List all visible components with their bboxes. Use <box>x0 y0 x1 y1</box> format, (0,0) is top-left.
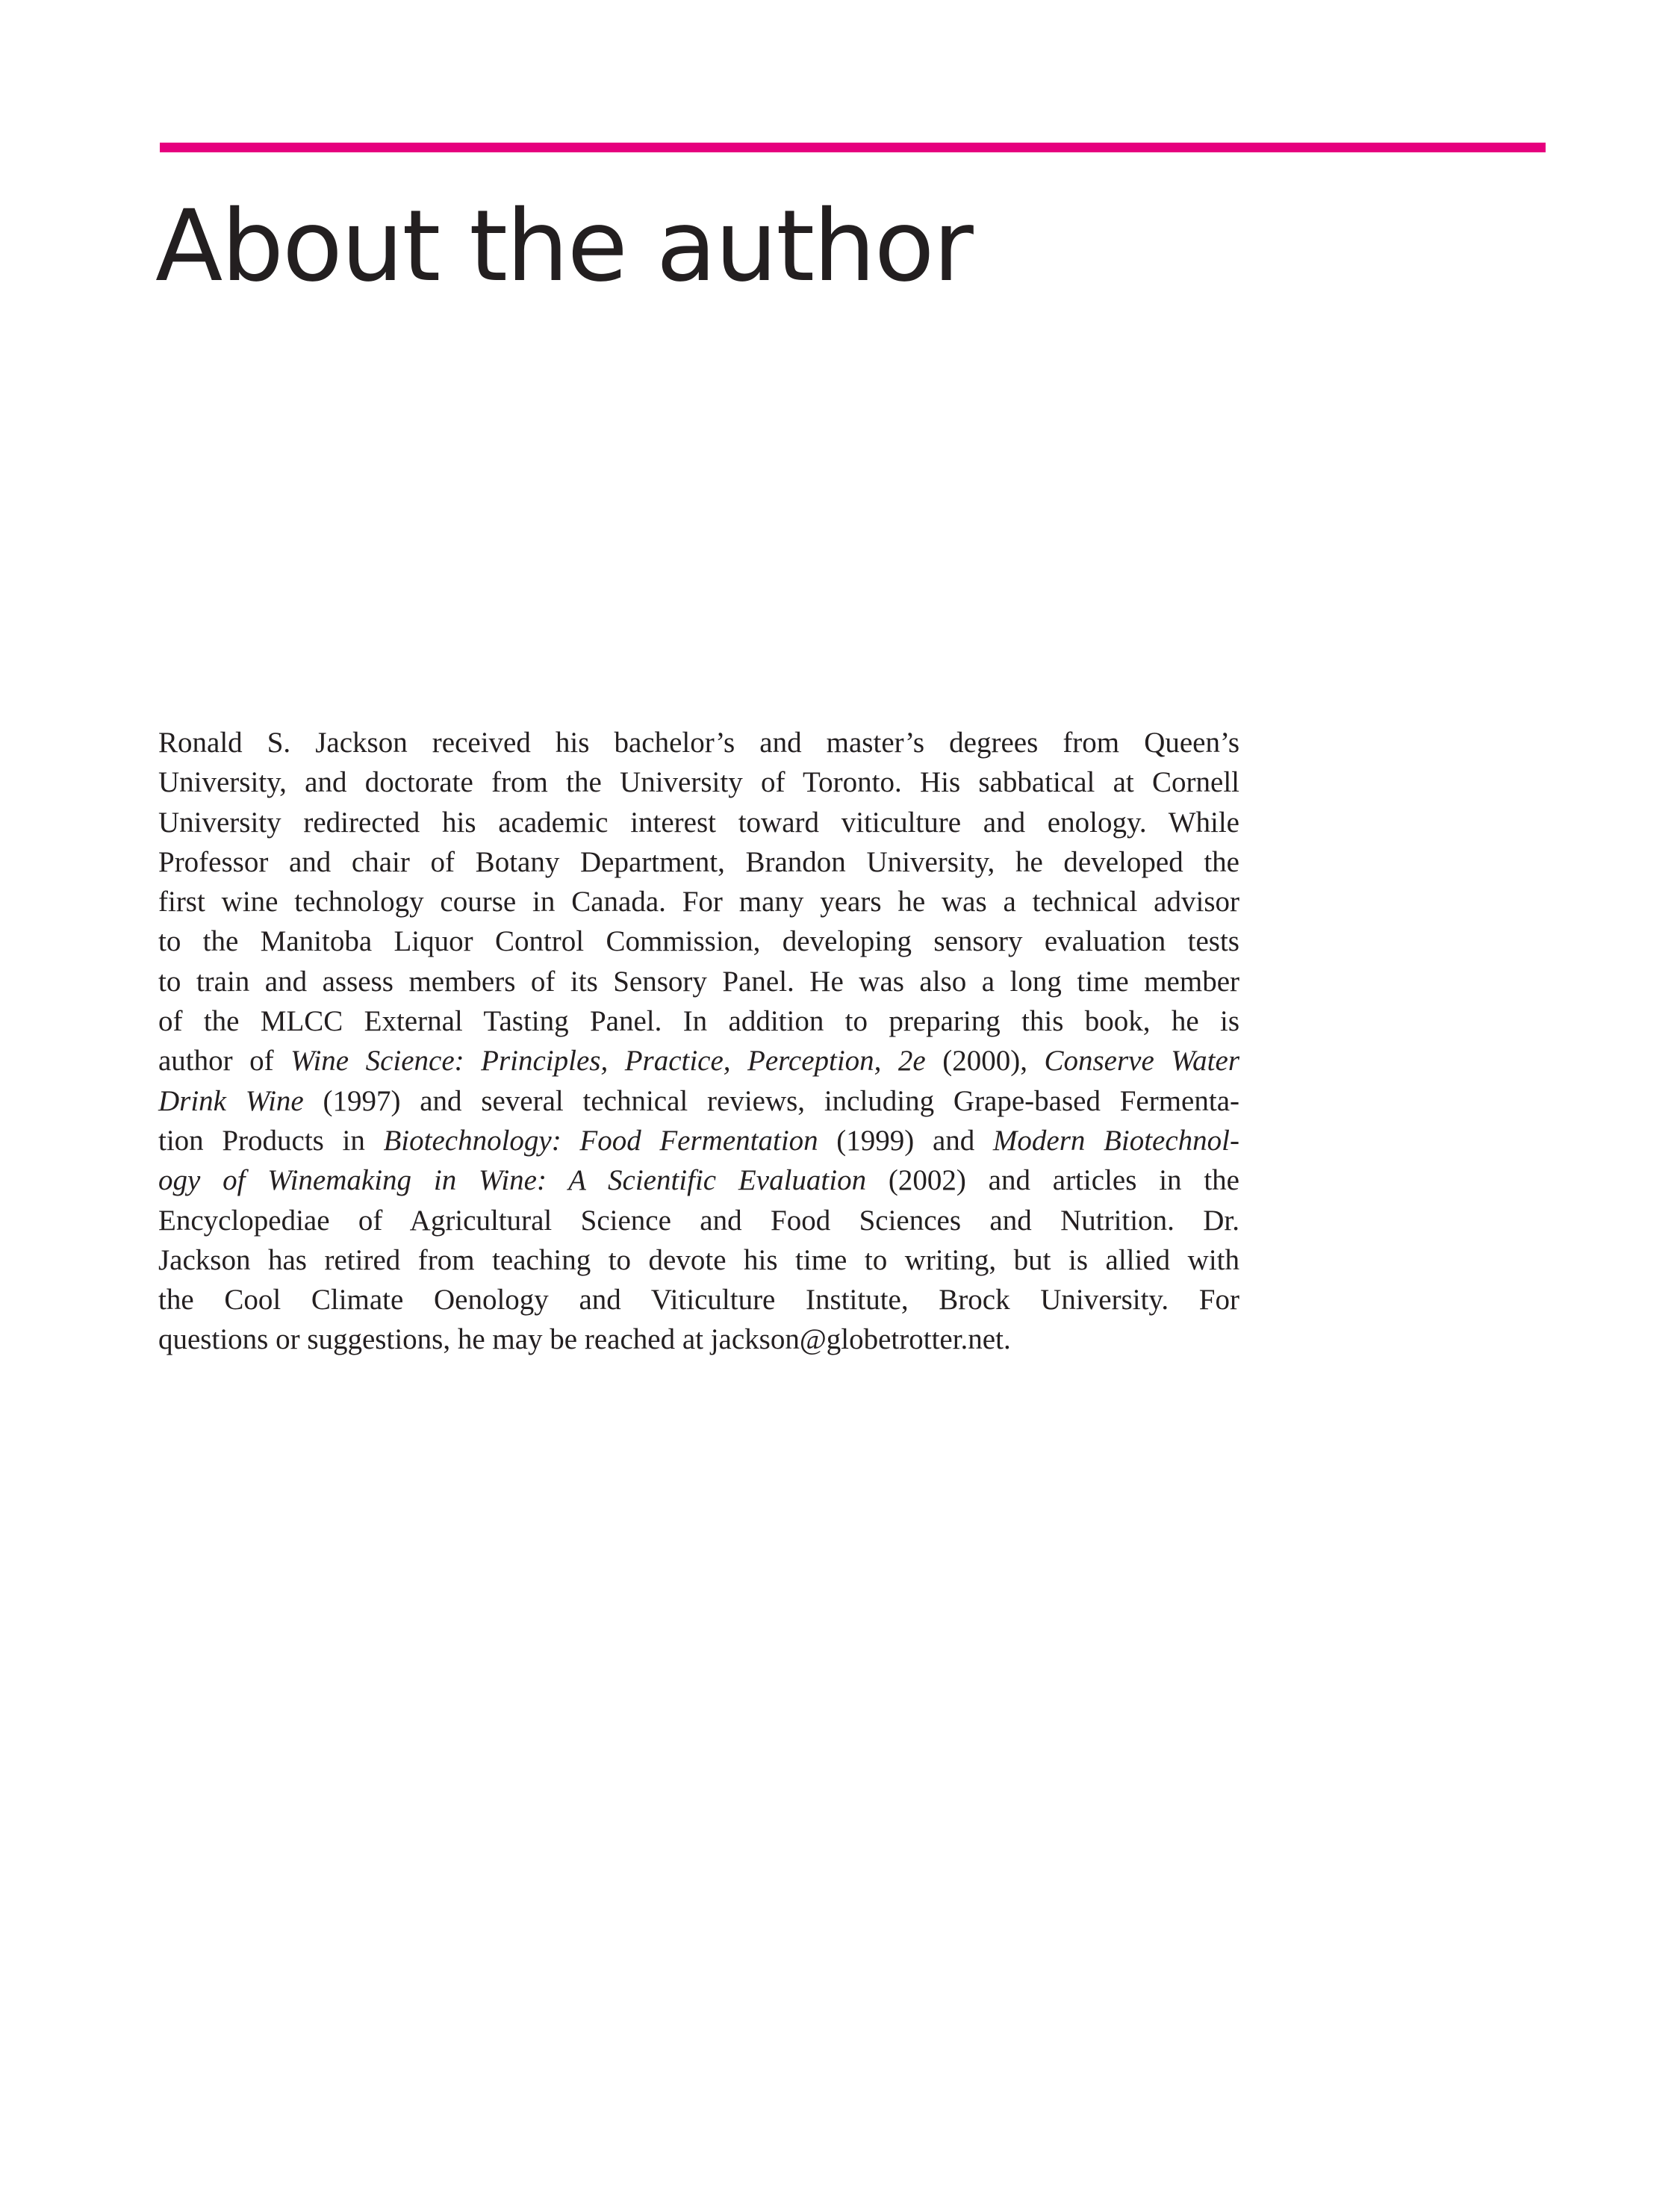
bio-text: (1999) and <box>818 1124 993 1157</box>
bio-text: (2002) and articles in the <box>866 1164 1239 1197</box>
book-title: Wine Science: Principles, Practice, Perception, 2e <box>290 1045 926 1078</box>
bio-line <box>158 1041 1239 1081</box>
bio-line: to the Manitoba Liquor Control Commission, developing sensory evaluation tests <box>158 925 1239 958</box>
bio-line: the Cool Climate Oenology and Viticulture Institute, Brock University. For <box>158 1284 1239 1317</box>
bio-text: author of <box>158 1045 291 1078</box>
bio-line: first wine technology course in Canada. For many years he was a technical advisor <box>158 886 1239 919</box>
bio-line: to train and assess members of its Sensory Panel. He was also a long time member <box>158 965 1239 998</box>
book-title: Conserve Water <box>1044 1045 1239 1078</box>
bio-line <box>158 1160 1239 1200</box>
book-title: Modern Biotechnol- <box>992 1124 1239 1157</box>
bio-line <box>158 1121 1239 1160</box>
author-biography <box>158 723 1239 1360</box>
bio-line: questions or suggestions, he may be reached at jackson@globetrotter.net. <box>158 1323 1011 1356</box>
book-title: ogy of Winemaking in Wine: A Scientific Evaluation <box>158 1164 867 1197</box>
bio-line: Ronald S. Jackson received his bachelor’s and master’s degrees from Queen’s <box>158 727 1239 759</box>
bio-line: University redirected his academic interest toward viticulture and enology. While <box>158 806 1239 839</box>
bio-text: tion Products in <box>158 1124 384 1157</box>
bio-line: Encyclopediae of Agricultural Science and Food Sciences and Nutrition. Dr. <box>158 1204 1239 1237</box>
bio-line: of the MLCC External Tasting Panel. In addition to preparing this book, he is <box>158 1005 1239 1038</box>
bio-line <box>158 1081 1239 1121</box>
book-title: Biotechnology: Food Fermentation <box>383 1124 818 1157</box>
header-rule <box>160 143 1546 152</box>
bio-line: University, and doctorate from the University of Toronto. His sabbatical at Cornell <box>158 766 1239 799</box>
bio-text: (1997) and several technical reviews, including Grape-based Fermenta- <box>303 1084 1239 1117</box>
bio-line: Jackson has retired from teaching to devote his time to writing, but is allied with <box>158 1243 1239 1276</box>
bio-text: (2000), <box>925 1045 1045 1078</box>
chapter-title: About the author <box>155 189 972 304</box>
book-title: Drink Wine <box>158 1084 304 1117</box>
bio-line: Professor and chair of Botany Department, Brandon University, he developed the <box>158 845 1239 878</box>
